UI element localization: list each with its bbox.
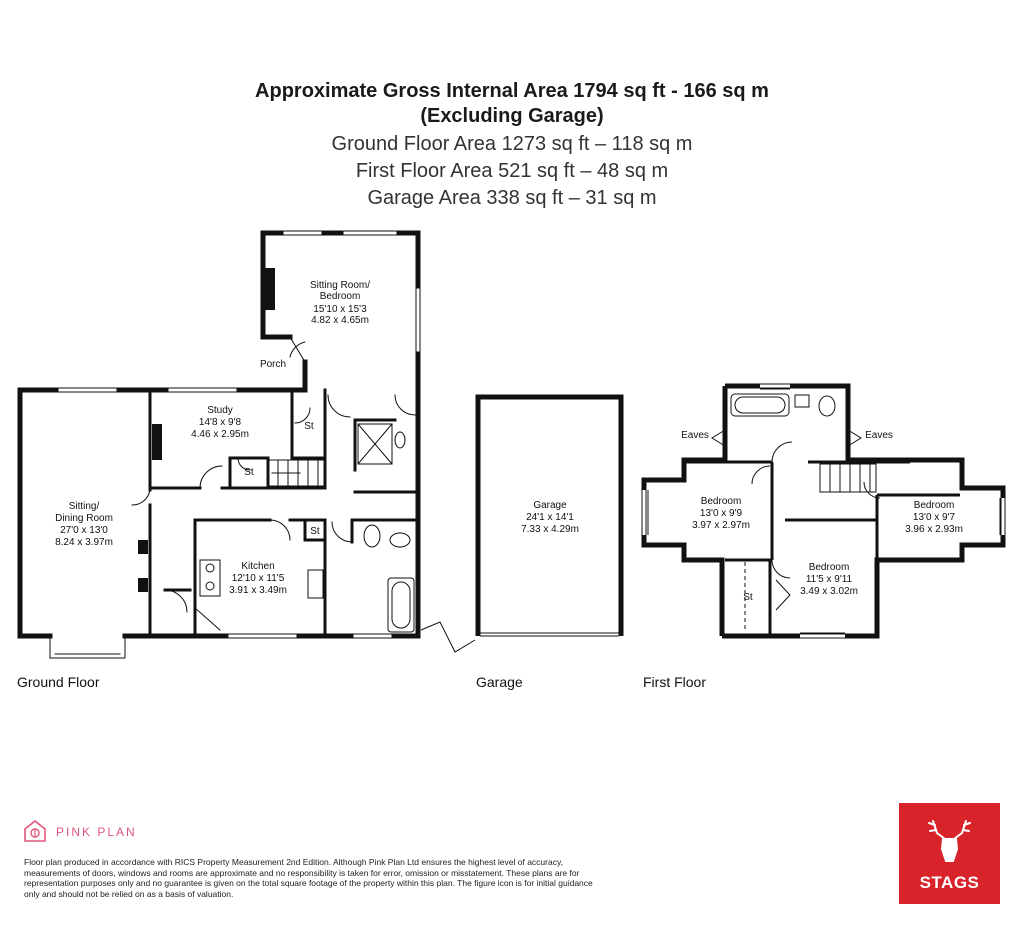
store-label-2: St [244, 467, 254, 478]
bedroom-1-imperial: 13'0 x 9'9 [699, 508, 743, 519]
store-label-4: St [743, 592, 753, 603]
bedroom-1-metric: 3.97 x 2.97m [692, 520, 750, 531]
title-line-1: Approximate Gross Internal Area 1794 sq ft - 166 sq m [255, 80, 769, 102]
ground-floor-area: Ground Floor Area 1273 sq ft – 118 sq m [331, 133, 693, 155]
kitchen-name: Kitchen [241, 561, 275, 572]
porch-label: Porch [259, 359, 287, 370]
sitting-room-name-1: Sitting Room/ [309, 280, 371, 291]
bedroom-2-metric: 3.96 x 2.93m [905, 524, 963, 535]
stags-logo [899, 803, 1000, 904]
bedroom-3-imperial: 11'5 x 9'11 [805, 574, 853, 585]
bedroom-3-name: Bedroom [808, 562, 850, 573]
first-floor-area: First Floor Area 521 sq ft – 48 sq m [355, 160, 669, 182]
stag-head-icon [899, 803, 1000, 873]
sitting-room-name-2: Bedroom [319, 291, 361, 302]
title-line-2: (Excluding Garage) [420, 105, 604, 127]
pink-plan-logo-icon [24, 820, 46, 842]
study-imperial: 14'8 x 9'8 [198, 417, 242, 428]
eaves-label-left: Eaves [681, 430, 709, 441]
first-floor-label: First Floor [643, 674, 706, 690]
bedroom-1-name: Bedroom [700, 496, 742, 507]
garage-area: Garage Area 338 sq ft – 31 sq m [367, 187, 657, 209]
sitting-dining-name-2: Dining Room [55, 513, 113, 524]
kitchen-metric: 3.91 x 3.49m [229, 585, 287, 596]
ground-floor-label: Ground Floor [17, 674, 100, 690]
bedroom-2-name: Bedroom [913, 500, 955, 511]
disclaimer-text: Floor plan produced in accordance with RICS Property Measurement 2nd Edition. Although Pink Plan Ltd ensures the highest level of accuracy, measurements of doors, windows and rooms are approximate and no responsibility is taken for error, omission or misstatement. These plans are for representation purposes only and no guarantee is given on the total square footage of the property within this plan. The figure icon is for initial guidance only and should not be relied on as a basis of valuation. [24, 857, 593, 899]
store-label-1: St [304, 421, 314, 432]
garage-label: Garage [476, 674, 523, 690]
sitting-room-metric: 4.82 x 4.65m [311, 315, 369, 326]
study-name: Study [207, 405, 233, 416]
first-floor-plan [644, 386, 1003, 636]
bedroom-3-metric: 3.49 x 3.02m [800, 586, 858, 597]
garage-imperial: 24'1 x 14'1 [526, 512, 574, 523]
garage-metric: 7.33 x 4.29m [521, 524, 579, 535]
pink-plan-brand: PINK PLAN [56, 825, 137, 839]
eaves-label-right: Eaves [865, 430, 893, 441]
study-metric: 4.46 x 2.95m [191, 429, 249, 440]
sitting-dining-imperial: 27'0 x 13'0 [60, 525, 108, 536]
bedroom-2-imperial: 13'0 x 9'7 [912, 512, 956, 523]
store-label-3: St [310, 526, 320, 537]
sitting-dining-name-1: Sitting/ [68, 501, 100, 512]
sitting-room-imperial: 15'10 x 15'3 [313, 304, 367, 315]
kitchen-imperial: 12'10 x 11'5 [231, 573, 285, 584]
sitting-dining-metric: 8.24 x 3.97m [55, 537, 113, 548]
room-labels [55, 280, 963, 603]
garage-name: Garage [533, 500, 567, 511]
stags-wordmark: STAGS [919, 873, 980, 892]
